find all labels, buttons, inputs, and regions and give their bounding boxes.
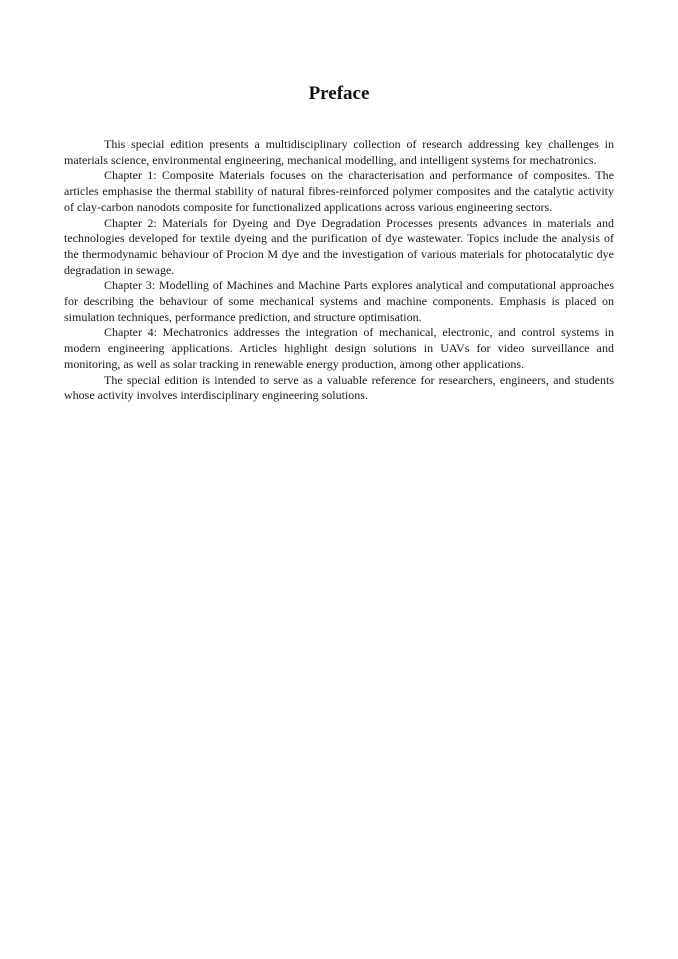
preface-body <box>64 137 614 404</box>
paragraph-closing: The special edition is intended to serve as a valuable reference for researchers, engineers, and students whose activity involves interdisciplinary engineering solutions. <box>64 372 614 403</box>
paragraph-intro: This special edition presents a multidisciplinary collection of research addressing key challenges in materials science, environmental engineering, mechanical modelling, and intelligent systems for mechatronics. <box>64 137 614 167</box>
paragraph-chapter-1: Chapter 1: Composite Materials focuses on the characterisation and performance of composites. The articles emphasise the thermal stability of natural fibres-reinforced polymer composites and the catalytic activity of clay-carbon nanodots composite for functionalized applications across various engineering sectors. <box>64 168 614 214</box>
paragraph-chapter-4: Chapter 4: Mechatronics addresses the integration of mechanical, electronic, and control systems in modern engineering applications. Articles highlight design solutions in UAVs for video surveillance and monitoring, as well as solar tracking in renewable energy production, among other applications. <box>64 325 614 371</box>
paragraph-chapter-3: Chapter 3: Modelling of Machines and Machine Parts explores analytical and computational approaches for describing the behaviour of some mechanical systems and machine components. Emphasis is placed on simulation techniques, performance prediction, and structure optimisation. <box>64 278 614 324</box>
page-title: Preface <box>308 83 370 104</box>
paragraph-chapter-2: Chapter 2: Materials for Dyeing and Dye Degradation Processes presents advances in materials and technologies developed for textile dyeing and the purification of dye wastewater. Topics include the analysis of the thermodynamic behaviour of Procion M dye and the investigation of various materials for photocatalytic dye degradation in sewage. <box>64 215 614 277</box>
